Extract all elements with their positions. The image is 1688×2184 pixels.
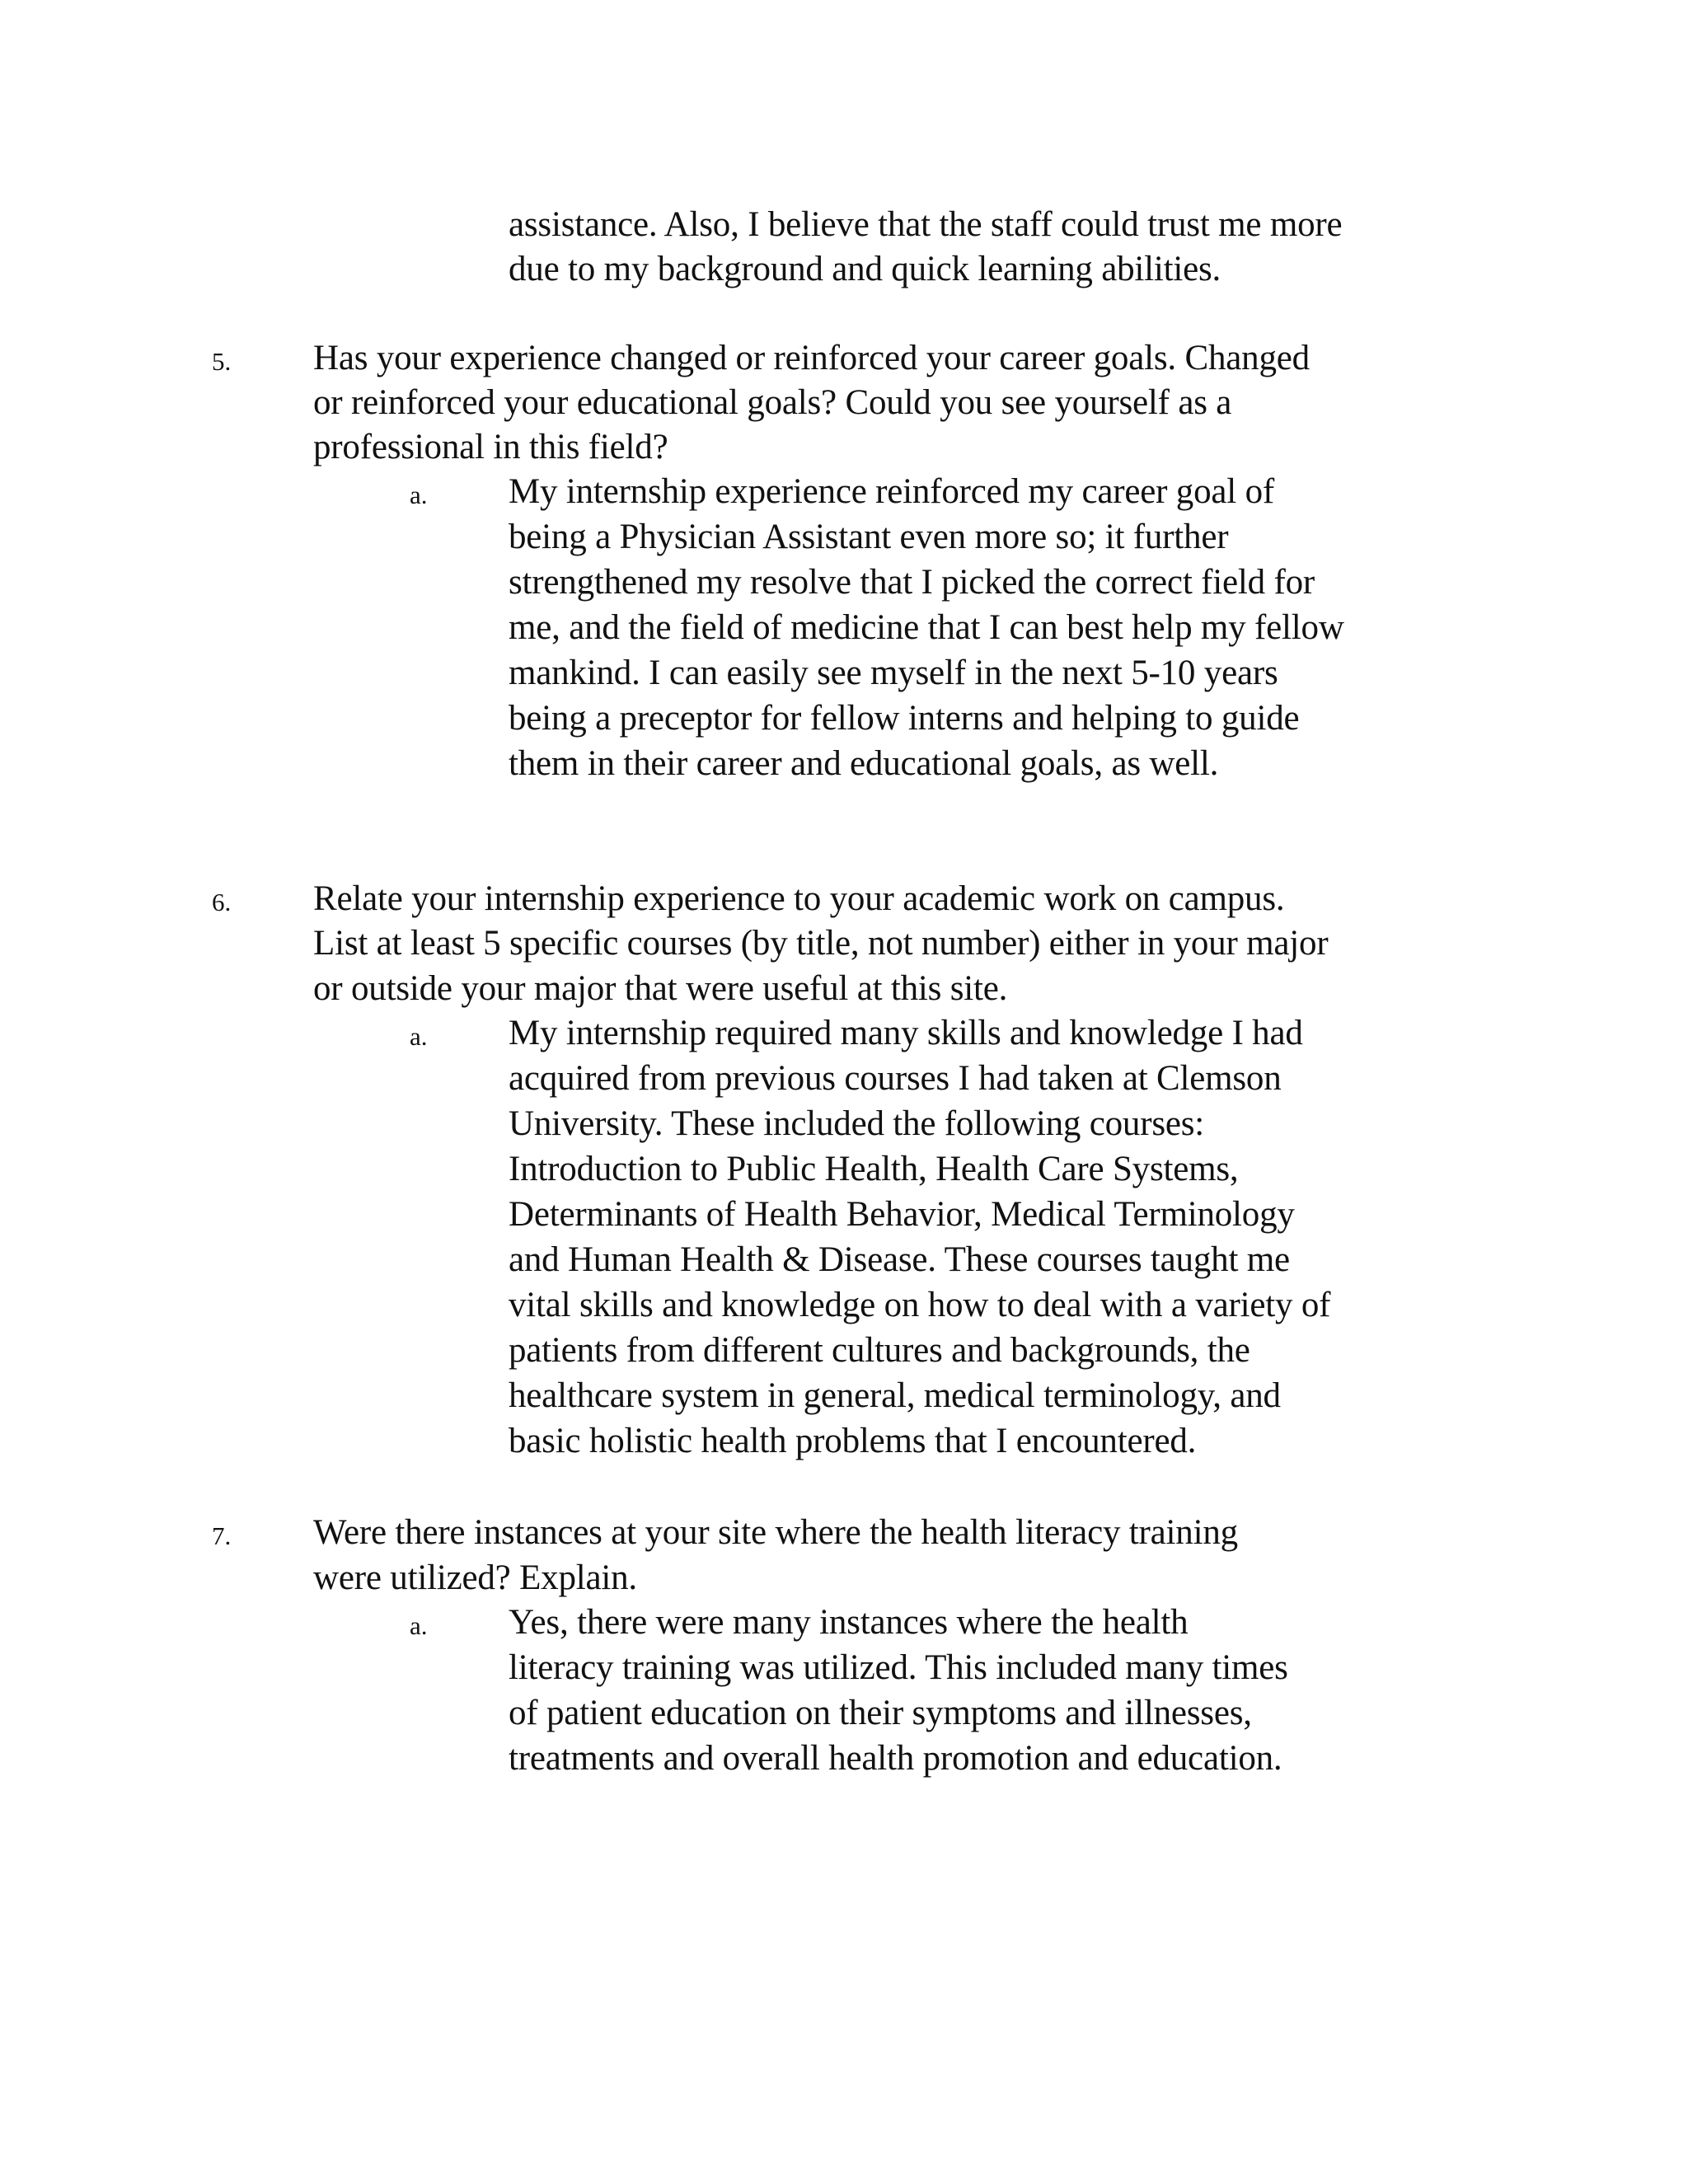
item-5-question-line: Has your experience changed or reinforced your career goals. Changed	[313, 339, 1310, 377]
item-5-answer-line: me, and the field of medicine that I can best help my fellow	[509, 608, 1344, 647]
continuation-line: assistance. Also, I believe that the staff could trust me more	[509, 205, 1343, 244]
item-5-answer-line: being a Physician Assistant even more so; it further	[509, 518, 1229, 556]
item-7-answer-line: literacy training was utilized. This included many times	[509, 1648, 1288, 1687]
item-5-answer-line: mankind. I can easily see myself in the next 5-10 years	[509, 654, 1278, 692]
item-7-question-line: were utilized? Explain.	[313, 1558, 637, 1597]
item-6-answer-line: and Human Health & Disease. These courses taught me	[509, 1240, 1290, 1279]
item-5-answer-line: My internship experience reinforced my career goal of	[509, 472, 1274, 511]
item-6-answer-line: basic holistic health problems that I encountered.	[509, 1422, 1197, 1460]
item-6-answer-line: Determinants of Health Behavior, Medical Terminology	[509, 1195, 1295, 1234]
item-6-number: 6.	[212, 888, 232, 916]
item-5-number: 5.	[212, 347, 232, 376]
item-7-number: 7.	[212, 1521, 232, 1550]
item-7-question-line: Were there instances at your site where the health literacy training	[313, 1513, 1238, 1552]
continuation-line: due to my background and quick learning abilities.	[509, 250, 1221, 288]
item-6-answer-line: healthcare system in general, medical terminology, and	[509, 1376, 1281, 1415]
item-6-question-line: Relate your internship experience to your academic work on campus.	[313, 879, 1285, 918]
item-5-answer-marker: a.	[410, 480, 428, 509]
item-6-answer-line: acquired from previous courses I had taken at Clemson	[509, 1059, 1282, 1098]
item-6-question-line: or outside your major that were useful at this site.	[313, 969, 1008, 1008]
item-5-answer-line: them in their career and educational goals, as well.	[509, 744, 1219, 783]
item-5-question-line: or reinforced your educational goals? Could you see yourself as a	[313, 383, 1232, 422]
item-6-answer-line: patients from different cultures and backgrounds, the	[509, 1331, 1250, 1370]
item-7-answer-line: Yes, there were many instances where the health	[509, 1603, 1189, 1642]
item-7-answer-marker: a.	[410, 1611, 428, 1640]
item-5-answer-line: being a preceptor for fellow interns and helping to guide	[509, 699, 1300, 738]
item-5-question-line: professional in this field?	[313, 428, 668, 466]
item-7-answer-line: treatments and overall health promotion and education.	[509, 1739, 1282, 1778]
item-5-answer-line: strengthened my resolve that I picked the correct field for	[509, 563, 1315, 602]
item-6-answer-line: Introduction to Public Health, Health Care Systems,	[509, 1150, 1239, 1188]
item-6-question-line: List at least 5 specific courses (by title, not number) either in your major	[313, 924, 1329, 963]
item-6-answer-line: vital skills and knowledge on how to deal with a variety of	[509, 1286, 1331, 1324]
item-6-answer-line: University. These included the following courses:	[509, 1104, 1205, 1143]
item-6-answer-marker: a.	[410, 1022, 428, 1051]
item-7-answer-line: of patient education on their symptoms and illnesses,	[509, 1694, 1252, 1732]
item-6-answer-line: My internship required many skills and knowledge I had	[509, 1014, 1303, 1052]
